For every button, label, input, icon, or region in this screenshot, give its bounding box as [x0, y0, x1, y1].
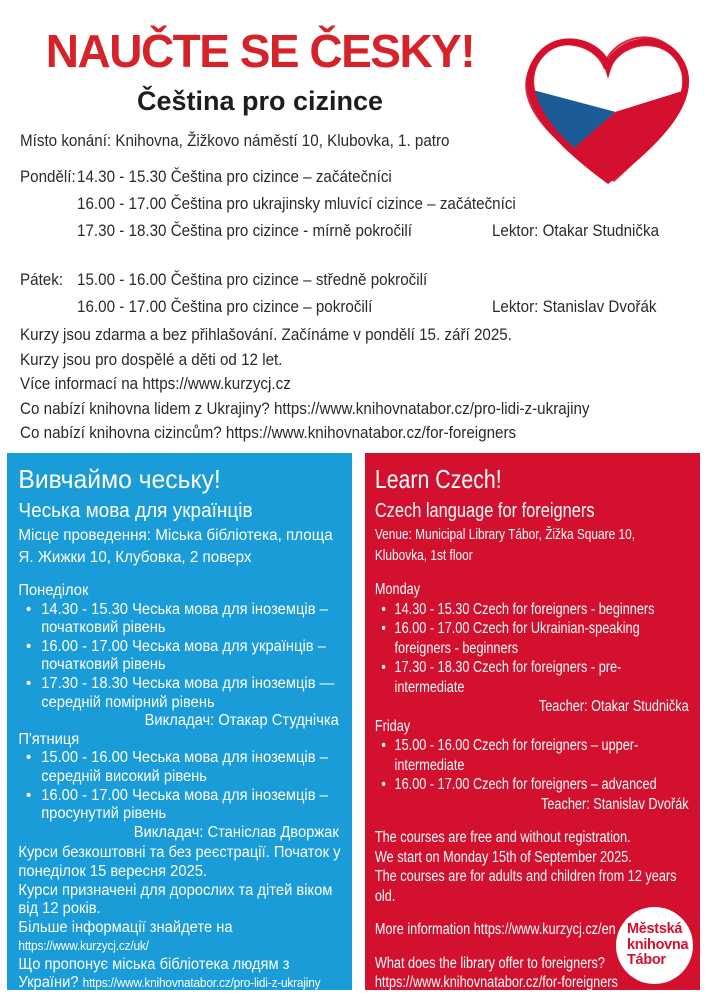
- schedule-row: [20, 267, 692, 294]
- course-line: 15.00 - 16.00 Čeština pro cizince – středně pokročilí: [77, 271, 428, 289]
- course-item: • 15.00 - 16.00 Czech for foreigners – upper-intermediate: [375, 736, 690, 775]
- info-line: Kurzy jsou zdarma a bez přihlašování. Začínáme v pondělí 15. září 2025.: [20, 326, 512, 344]
- info-paragraph: [18, 974, 340, 990]
- schedule-czech: [20, 164, 692, 321]
- course-item: • 16.00 - 17.00 Чеська мова для іноземців – просунутий рівень: [18, 787, 340, 824]
- info-paragraph: What does the library offer to foreigners?: [374, 954, 605, 972]
- panel-title: Learn Czech!: [374, 464, 502, 494]
- logo-text-line: Tábor: [627, 952, 666, 969]
- info-line: Co nabízí knihovna lidem z Ukrajiny? https://www.knihovnatabor.cz/pro-lidi-z-ukrajiny: [20, 399, 590, 418]
- teacher-line: Викладач: Станіслав Дворжак: [133, 823, 339, 841]
- page-subtitle: Čeština pro cizince: [136, 86, 384, 116]
- info-paragraph: More information https://www.kurzycj.cz/en: [374, 921, 616, 938]
- url-text: https://www.knihovnatabor.cz/pro-lidi-z-ukrajiny: [82, 976, 321, 990]
- url-text: https://www.knihovnatabor.cz/for-foreigners: [374, 974, 618, 990]
- course-item: • 16.00 - 17.00 Czech for Ukrainian-speaking foreigners - beginners: [375, 619, 690, 658]
- teacher-line: Викладач: Отакар Студнічка: [144, 712, 339, 730]
- teacher-line: Teacher: Otakar Studnička: [538, 698, 689, 715]
- course-item: • 16.00 - 17.00 Чеська мова для українців – початковий рівень: [18, 638, 340, 675]
- schedule-row: [20, 294, 692, 321]
- venue-line: Місце проведення: Міська бібліотека, площа Я. Жижки 10, Клубовка, 2 поверх: [18, 527, 333, 566]
- day-label-friday: Pátek:: [20, 271, 64, 289]
- course-list: [375, 736, 690, 795]
- info-paragraph: The courses are free and without registration.: [374, 829, 631, 846]
- info-paragraph: Що пропонує міська бібліотека людям з: [18, 955, 290, 973]
- teacher-line: Lektor: Stanislav Dvořák: [491, 298, 657, 316]
- course-item: • 17.30 - 18.30 Чеська мова для іноземців — середній помірний рівень: [18, 675, 340, 712]
- day-heading-friday: П'ятниця: [18, 730, 80, 748]
- info-paragraph: The courses are for adults and children from 12 years old.: [374, 868, 677, 905]
- logo-text-line: knihovna: [627, 936, 689, 953]
- course-line: 16.00 - 17.00 Čeština pro cizince – pokročilí: [77, 298, 373, 316]
- day-heading-monday: Monday: [374, 581, 421, 598]
- info-text: України?: [18, 974, 79, 990]
- teacher-line: Lektor: Otakar Studnička: [491, 222, 660, 240]
- course-item: • 14.30 - 15.30 Чеська мова для іноземців – початковий рівень: [18, 601, 340, 638]
- info-line: Kurzy jsou pro dospělé a děti od 12 let.: [20, 350, 283, 369]
- schedule-row: [20, 191, 692, 218]
- course-list: [375, 600, 690, 698]
- course-item: • 14.30 - 15.30 Czech for foreigners - beginners: [375, 600, 690, 620]
- logo-text-line: Městská: [627, 921, 683, 938]
- teacher-line: Teacher: Stanislav Dvořák: [540, 795, 689, 813]
- course-item: • 16.00 - 17.00 Czech for foreigners – advanced: [375, 775, 690, 795]
- panel-subtitle: Czech language for foreigners: [374, 500, 595, 522]
- course-line: 16.00 - 17.00 Čeština pro ukrajinsky mluvící cizince – začátečníci: [77, 195, 516, 213]
- spacer: [20, 245, 692, 267]
- location-line: Místo konání: Knihovna, Žižkovo náměstí 10, Klubovka, 1. patro: [20, 132, 450, 150]
- day-label-monday: Pondělí:: [20, 168, 76, 186]
- day-heading-friday: Friday: [374, 717, 411, 735]
- panel-english: [365, 453, 700, 990]
- info-line: Co nabízí knihovna cizincům? https://www.knihovnatabor.cz/for-foreigners: [20, 424, 517, 443]
- library-logo: [616, 907, 693, 984]
- info-lines-czech: [20, 323, 692, 446]
- schedule-row: [20, 218, 692, 245]
- panel-subtitle: Чеська мова для українців: [18, 500, 253, 522]
- info-paragraph: Курси призначені для дорослих та дітей віком від 12 років.: [18, 881, 333, 918]
- info-paragraph: Більше інформації знайдете на: [18, 918, 233, 936]
- url-text: https://www.kurzycj.cz/uk/: [18, 939, 149, 954]
- course-item: • 15.00 - 16.00 Чеська мова для іноземців – середній високий рівень: [18, 749, 340, 786]
- page-title: NAUČTE SE ČESKY!: [45, 25, 475, 77]
- course-item: • 17.30 - 18.30 Czech for foreigners - pre-intermediate: [375, 658, 690, 697]
- day-heading-monday: Понеділок: [18, 582, 89, 599]
- info-line: Více informací na https://www.kurzycj.cz: [20, 375, 291, 394]
- panel-title: Вивчаймо чеську!: [18, 464, 221, 494]
- panel-ukrainian: [7, 453, 352, 990]
- info-paragraph: We start on Monday 15th of September 2025.: [374, 848, 632, 866]
- course-line: 17.30 - 18.30 Čeština pro cizince - mírně pokročilí: [77, 222, 413, 240]
- venue-line: Venue: Municipal Library Tábor, Žižka Square 10, Klubovka, 1st floor: [374, 527, 636, 564]
- course-line: 14.30 - 15.30 Čeština pro cizince – začátečníci: [77, 168, 392, 186]
- schedule-row: [20, 164, 692, 191]
- course-list: [18, 601, 340, 713]
- course-list: [18, 749, 340, 823]
- info-paragraph: Курси безкоштовні та без реєстрації. Початок у понеділок 15 вересня 2025.: [18, 844, 341, 880]
